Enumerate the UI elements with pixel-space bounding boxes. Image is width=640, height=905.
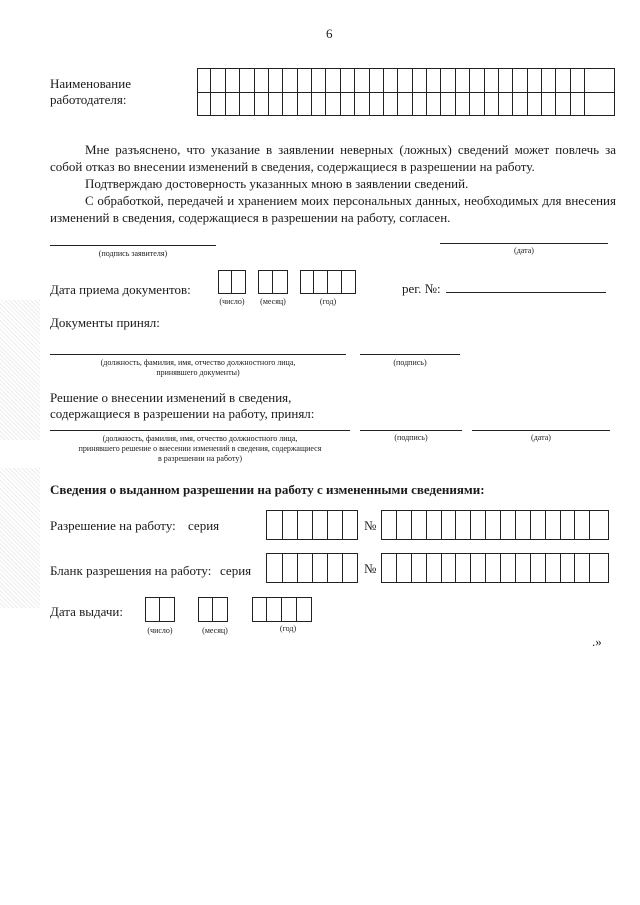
accepted-position-line[interactable] [50,354,346,355]
employer-grid-cell [198,93,211,115]
employer-grid-cell [556,93,570,115]
employer-grid-cell [326,69,340,92]
decision-signature-line[interactable] [360,430,462,431]
employer-grid-cell [585,93,614,115]
employer-grid-cell [499,69,513,92]
employer-grid-cell [470,69,484,92]
employer-grid-cell [384,69,398,92]
blank-number-sign: № [364,561,377,576]
employer-grid-cell [298,93,312,115]
employer-grid-cell [456,69,470,92]
page-number: 6 [326,26,333,41]
employer-grid-cell [413,69,427,92]
receipt-year-caption: (год) [319,297,337,306]
employer-grid-cell [528,69,542,92]
employer-grid-cell [499,93,513,115]
employer-grid-cell [211,93,225,115]
employer-grid-cell [571,69,585,92]
issue-day-boxes[interactable] [145,597,175,622]
blank-label: Бланк разрешения на работу: [50,563,212,578]
employer-grid-cell [542,69,556,92]
employer-grid-cell [226,69,240,92]
paragraph-confirm: Подтверждаю достоверность указанных мною в заявлении сведений. [85,176,469,191]
employer-grid-cell [513,93,527,115]
permit-series-label: серия [188,518,220,533]
reg-number-line[interactable] [446,292,606,293]
employer-grid-cell [298,69,312,92]
employer-grid-row-1 [198,69,614,92]
employer-grid-cell [211,69,225,92]
employer-grid-cell [427,93,441,115]
receipt-day-boxes[interactable] [218,270,246,294]
permit-number-boxes[interactable] [381,510,609,540]
paragraph-warning: Мне разъяснено, что указание в заявлении неверных (ложных) сведений может повлечь за собой отказ во внесении изменений в сведения, содержащиеся в разрешении на работу. [50,142,616,174]
applicant-signature-line[interactable] [50,245,216,246]
accepted-heading: Документы принял: [50,315,160,330]
blank-number-boxes[interactable] [381,553,609,583]
applicant-date-caption: (дата) [514,246,534,255]
receipt-month-caption: (месяц) [260,297,286,306]
employer-grid-cell [441,69,455,92]
employer-grid-cell [528,93,542,115]
scan-smudge [0,300,40,440]
applicant-date-line[interactable] [440,243,608,244]
permit-number-sign: № [364,518,377,533]
employer-grid-cell [255,69,269,92]
accepted-position-caption: (должность, фамилия, имя, отчество должностного лица, принявшего документы) [100,358,296,377]
employer-grid-cell [269,69,283,92]
employer-grid-cell [485,93,499,115]
issue-year-caption: (год) [279,624,297,633]
receipt-day-caption: (число) [219,297,245,306]
employer-grid-cell [283,93,297,115]
employer-grid-cell [542,93,556,115]
employer-grid-cell [456,93,470,115]
issue-day-caption: (число) [147,626,173,635]
closing-quote: .» [592,634,602,649]
employer-grid-cell [240,93,254,115]
employer-grid-cell [384,93,398,115]
employer-grid-cell [341,69,355,92]
decision-position-caption: (должность, фамилия, имя, отчество должностного лица, принявшего решение о внесении изменений в сведения, содержащиеся в разрешении на работу) [78,434,322,463]
employer-grid-cell [355,93,369,115]
employer-grid-cell [585,69,614,92]
employer-grid-cell [441,93,455,115]
employer-grid-cell [398,69,412,92]
blank-series-label: серия [220,563,252,578]
employer-grid-cell [341,93,355,115]
employer-grid-cell [413,93,427,115]
employer-grid-row-2 [198,92,614,115]
receipt-month-boxes[interactable] [258,270,288,294]
issue-year-boxes[interactable] [252,597,312,622]
permit-series-boxes[interactable] [266,510,358,540]
decision-heading: Решение о внесении изменений в сведения, содержащиеся в разрешении на работу, принял: [50,390,315,421]
employer-grid-cell [470,93,484,115]
reg-number-label: рег. №: [402,281,441,296]
employer-grid-cell [198,69,211,92]
receipt-date-label: Дата приема документов: [50,282,191,297]
employer-grid-cell [513,69,527,92]
issue-date-label: Дата выдачи: [50,604,124,619]
employer-grid-cell [240,69,254,92]
employer-grid-cell [370,69,384,92]
employer-grid-cell [255,93,269,115]
decision-date-caption: (дата) [531,433,551,442]
receipt-year-boxes[interactable] [300,270,356,294]
accepted-signature-caption: (подпись) [393,358,427,367]
issue-month-boxes[interactable] [198,597,228,622]
employer-grid-cell [269,93,283,115]
employer-grid-cell [571,93,585,115]
employer-grid-cell [312,69,326,92]
blank-series-boxes[interactable] [266,553,358,583]
employer-grid-cell [283,69,297,92]
paragraph-consent: С обработкой, передачей и хранением моих персональных данных, необходимых для внесения изменений в сведения, содержащиеся в разрешении на работу, согласен. [50,193,616,225]
employer-grid-cell [355,69,369,92]
decision-signature-caption: (подпись) [394,433,428,442]
decision-position-line[interactable] [50,430,350,431]
employer-grid-cell [312,93,326,115]
scan-smudge [0,468,40,608]
employer-grid-cell [427,69,441,92]
employer-label: Наименование работодателя: [50,76,131,107]
decision-date-line[interactable] [472,430,610,431]
accepted-signature-line[interactable] [360,354,460,355]
employer-grid-cell [226,93,240,115]
employer-grid-cell [556,69,570,92]
permit-label: Разрешение на работу: [50,518,176,533]
employer-grid-cell [326,93,340,115]
applicant-signature-caption: (подпись заявителя) [98,249,168,258]
issue-month-caption: (месяц) [202,626,228,635]
issued-heading: Сведения о выданном разрешении на работу с измененными сведениями: [50,482,485,497]
employer-name-grid[interactable] [197,68,615,116]
employer-grid-cell [370,93,384,115]
employer-grid-cell [485,69,499,92]
employer-grid-cell [398,93,412,115]
